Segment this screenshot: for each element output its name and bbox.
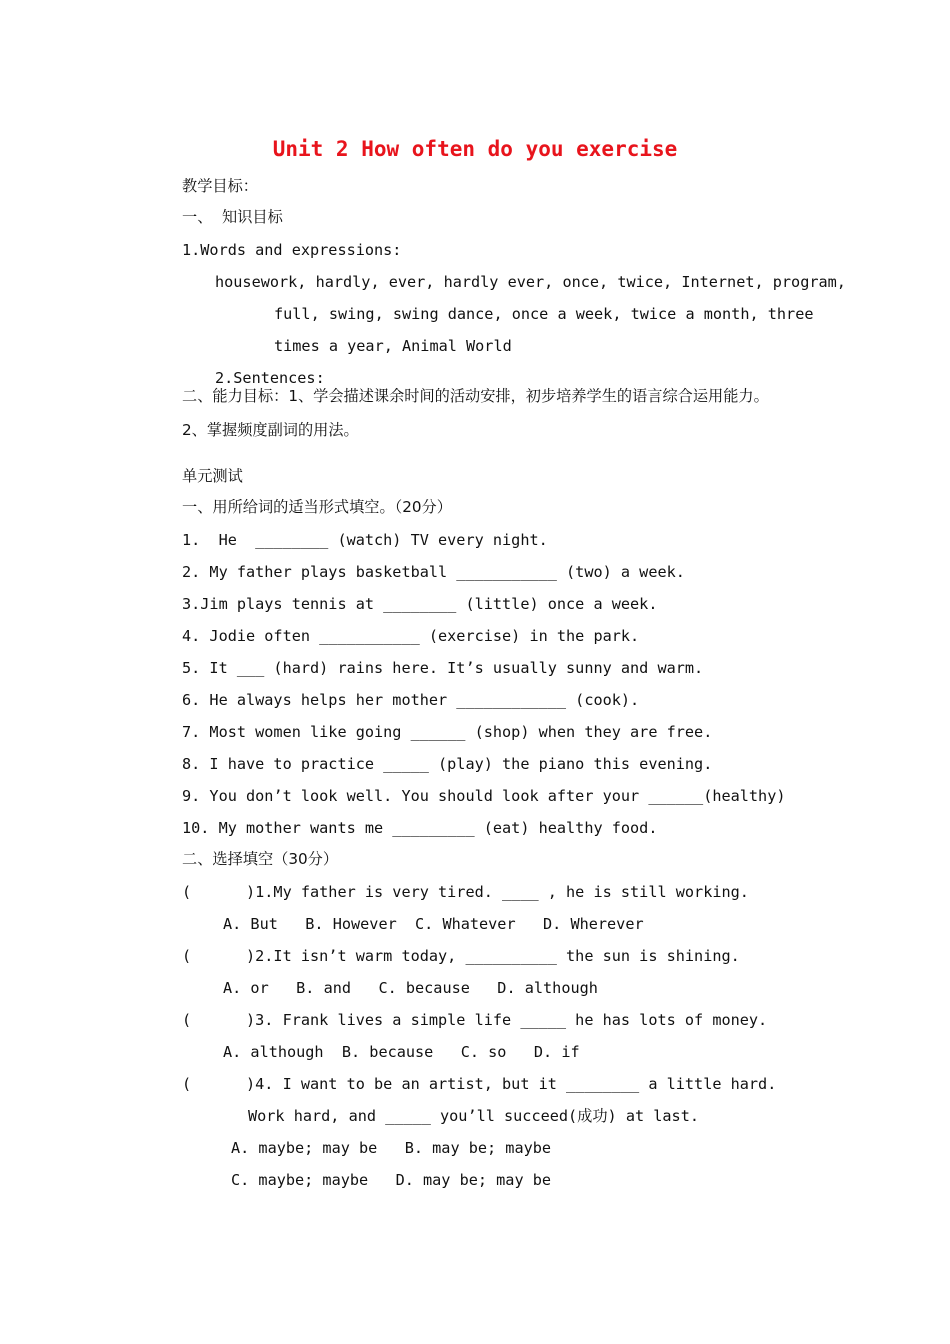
question-4: ( )4. I want to be an artist, but it ________ a little hard. xyxy=(182,1075,777,1093)
words-line-3: times a year, Animal World xyxy=(274,337,512,355)
part1-item: 2. My father plays basketball ___________ (two) a week. xyxy=(182,563,685,581)
page-title: Unit 2 How often do you exercise xyxy=(272,137,678,161)
test-heading: 单元测试 xyxy=(182,467,243,485)
part1-item: 8. I have to practice _____ (play) the piano this evening. xyxy=(182,755,713,773)
words-line-2: full, swing, swing dance, once a week, twice a month, three xyxy=(274,305,814,323)
question-4-line-2: Work hard, and _____ you’ll succeed(成功) at last. xyxy=(248,1107,699,1125)
sentences-heading: 2.Sentences: xyxy=(215,369,325,387)
part2-heading: 二、选择填空（30分） xyxy=(182,850,339,868)
ability-objective: 二、能力目标：1、学会描述课余时间的活动安排，初步培养学生的语言综合运用能力。 xyxy=(182,387,769,405)
part1-item: 1. He ________ (watch) TV every night. xyxy=(182,531,548,549)
question-3-options: A. although B. because C. so D. if xyxy=(223,1043,580,1061)
part1-item: 5. It ___ (hard) rains here. It’s usually sunny and warm. xyxy=(182,659,704,677)
objectives-heading: 教学目标： xyxy=(182,177,258,195)
part1-item: 4. Jodie often ___________ (exercise) in the park. xyxy=(182,627,640,645)
words-line-1: housework, hardly, ever, hardly ever, once, twice, Internet, program, xyxy=(215,273,846,291)
part1-heading: 一、用所给词的适当形式填空。（20分） xyxy=(182,498,452,516)
question-4-options-2: C. maybe; maybe D. may be; may be xyxy=(231,1171,552,1189)
question-2: ( )2.It isn’t warm today, __________ the sun is shining. xyxy=(182,947,740,965)
part1-item: 9. You don’t look well. You should look after your ______(healthy) xyxy=(182,787,786,805)
part1-item: 7. Most women like going ______ (shop) when they are free. xyxy=(182,723,713,741)
part1-item: 6. He always helps her mother ____________ (cook). xyxy=(182,691,640,709)
words-heading: 1.Words and expressions: xyxy=(182,241,402,259)
question-3: ( )3. Frank lives a simple life _____ he has lots of money. xyxy=(182,1011,768,1029)
question-1: ( )1.My father is very tired. ____ , he is still working. xyxy=(182,883,749,901)
ability-objective-2: 2、掌握频度副词的用法。 xyxy=(182,421,359,439)
part1-item: 3.Jim plays tennis at ________ (little) once a week. xyxy=(182,595,658,613)
question-1-options: A. But B. However C. Whatever D. Wherever xyxy=(223,915,644,933)
part1-item: 10. My mother wants me _________ (eat) healthy food. xyxy=(182,819,658,837)
question-2-options: A. or B. and C. because D. although xyxy=(223,979,598,997)
knowledge-heading: 一、 知识目标 xyxy=(182,208,283,226)
question-4-options-1: A. maybe; may be B. may be; maybe xyxy=(231,1139,552,1157)
